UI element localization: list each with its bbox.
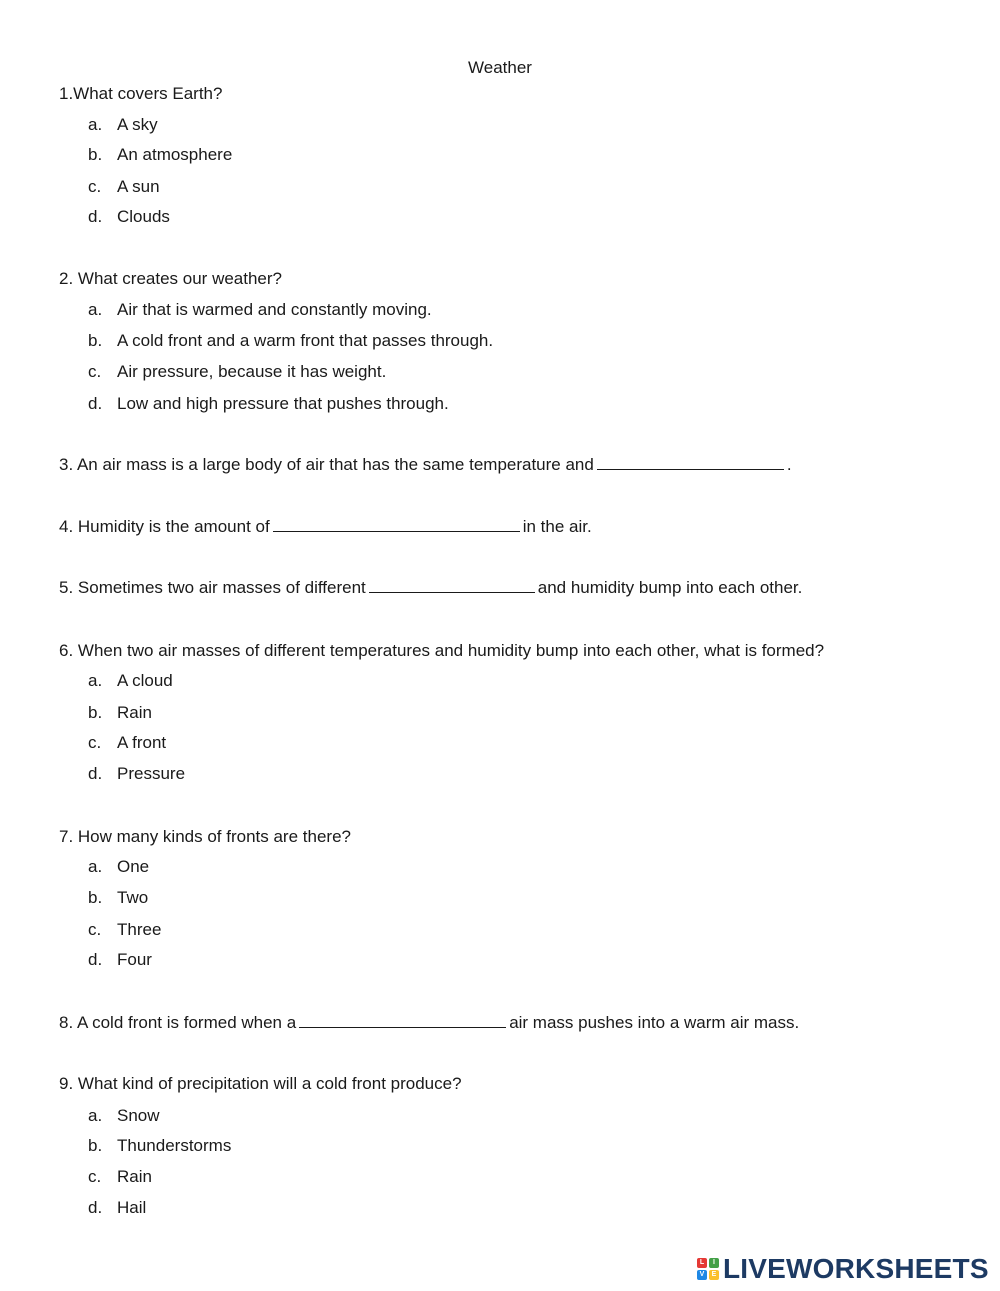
option-letter: a. [88,300,103,319]
question-text: 4. Humidity is the amount of [59,517,270,536]
question-3 [59,455,792,475]
option-1c[interactable] [88,177,160,197]
logo-text: LIVEWORKSHEETS [723,1253,989,1284]
option-text: Three [117,920,162,939]
option-9a[interactable] [88,1106,160,1126]
option-6a[interactable] [88,671,173,691]
option-text: Air that is warmed and constantly moving. [117,300,432,319]
option-letter: a. [88,115,103,134]
question-text: 5. Sometimes two air masses of different [59,578,366,597]
option-letter: b. [88,888,103,907]
option-6b[interactable] [88,703,152,723]
answer-blank-4[interactable] [273,517,520,532]
option-text: A front [117,733,167,752]
option-letter: b. [88,331,103,350]
question-1: 1.What covers Earth? [59,84,223,103]
logo-mark-letter: E [709,1270,719,1280]
question-9: 9. What kind of precipitation will a cold front produce? [59,1074,462,1093]
logo-mark-letter: V [697,1270,707,1280]
option-letter: c. [88,733,102,752]
page-title: Weather [468,58,532,77]
option-text: One [117,857,150,876]
question-text-end: and humidity bump into each other. [537,578,803,597]
question-text-end: air mass pushes into a warm air mass. [509,1013,800,1032]
question-4 [59,517,592,537]
option-letter: b. [88,703,103,722]
option-text: A cloud [117,671,173,690]
question-6: 6. When two air masses of different temperatures and humidity bump into each other, what is formed? [59,641,825,660]
option-text: Thunderstorms [117,1136,232,1155]
question-text-end: . [786,455,792,474]
option-text: Four [117,950,152,969]
option-1a[interactable] [88,115,158,135]
option-text: Rain [117,703,152,722]
option-9d[interactable] [88,1198,146,1218]
option-6d[interactable] [88,764,185,784]
option-letter: d. [88,764,103,783]
option-text: A sun [117,177,160,196]
option-letter: c. [88,177,102,196]
option-letter: d. [88,950,103,969]
option-text: A cold front and a warm front that passes through. [117,331,494,350]
option-text: Pressure [117,764,186,783]
option-letter: c. [88,920,102,939]
question-2: 2. What creates our weather? [59,269,283,288]
question-5 [59,578,802,598]
option-9c[interactable] [88,1167,152,1187]
option-letter: a. [88,671,103,690]
option-text: Hail [117,1198,147,1217]
option-letter: d. [88,207,103,226]
logo-mark-letter: L [697,1258,707,1268]
question-7: 7. How many kinds of fronts are there? [59,827,351,846]
answer-blank-8[interactable] [299,1013,506,1028]
option-7a[interactable] [88,857,149,877]
option-2b[interactable] [88,331,493,351]
option-7b[interactable] [88,888,148,908]
option-2c[interactable] [88,362,386,382]
option-text: An atmosphere [117,145,233,164]
option-letter: d. [88,1198,103,1217]
option-text: Two [117,888,149,907]
answer-blank-3[interactable] [597,455,784,470]
option-letter: b. [88,1136,103,1155]
question-text: 3. An air mass is a large body of air that has the same temperature and [59,455,594,474]
option-1d[interactable] [88,207,170,227]
option-text: Rain [117,1167,152,1186]
liveworksheets-logo [697,1254,989,1284]
option-2d[interactable] [88,394,449,414]
option-letter: a. [88,1106,103,1125]
question-text: 8. A cold front is formed when a [59,1013,297,1032]
option-7c[interactable] [88,920,161,940]
option-letter: c. [88,362,102,381]
answer-blank-5[interactable] [369,578,535,593]
option-letter: b. [88,145,103,164]
logo-mark-letter: I [709,1258,719,1268]
option-7d[interactable] [88,950,152,970]
option-2a[interactable] [88,300,432,320]
option-letter: a. [88,857,103,876]
option-text: Snow [117,1106,160,1125]
option-1b[interactable] [88,145,232,165]
option-text: A sky [117,115,158,134]
logo-mark-icon [697,1258,719,1280]
option-letter: c. [88,1167,102,1186]
option-9b[interactable] [88,1136,231,1156]
option-text: Clouds [117,207,170,226]
question-8 [59,1013,799,1033]
option-6c[interactable] [88,733,166,753]
option-letter: d. [88,394,103,413]
option-text: Air pressure, because it has weight. [117,362,387,381]
question-text-end: in the air. [522,517,592,536]
option-text: Low and high pressure that pushes through. [117,394,449,413]
